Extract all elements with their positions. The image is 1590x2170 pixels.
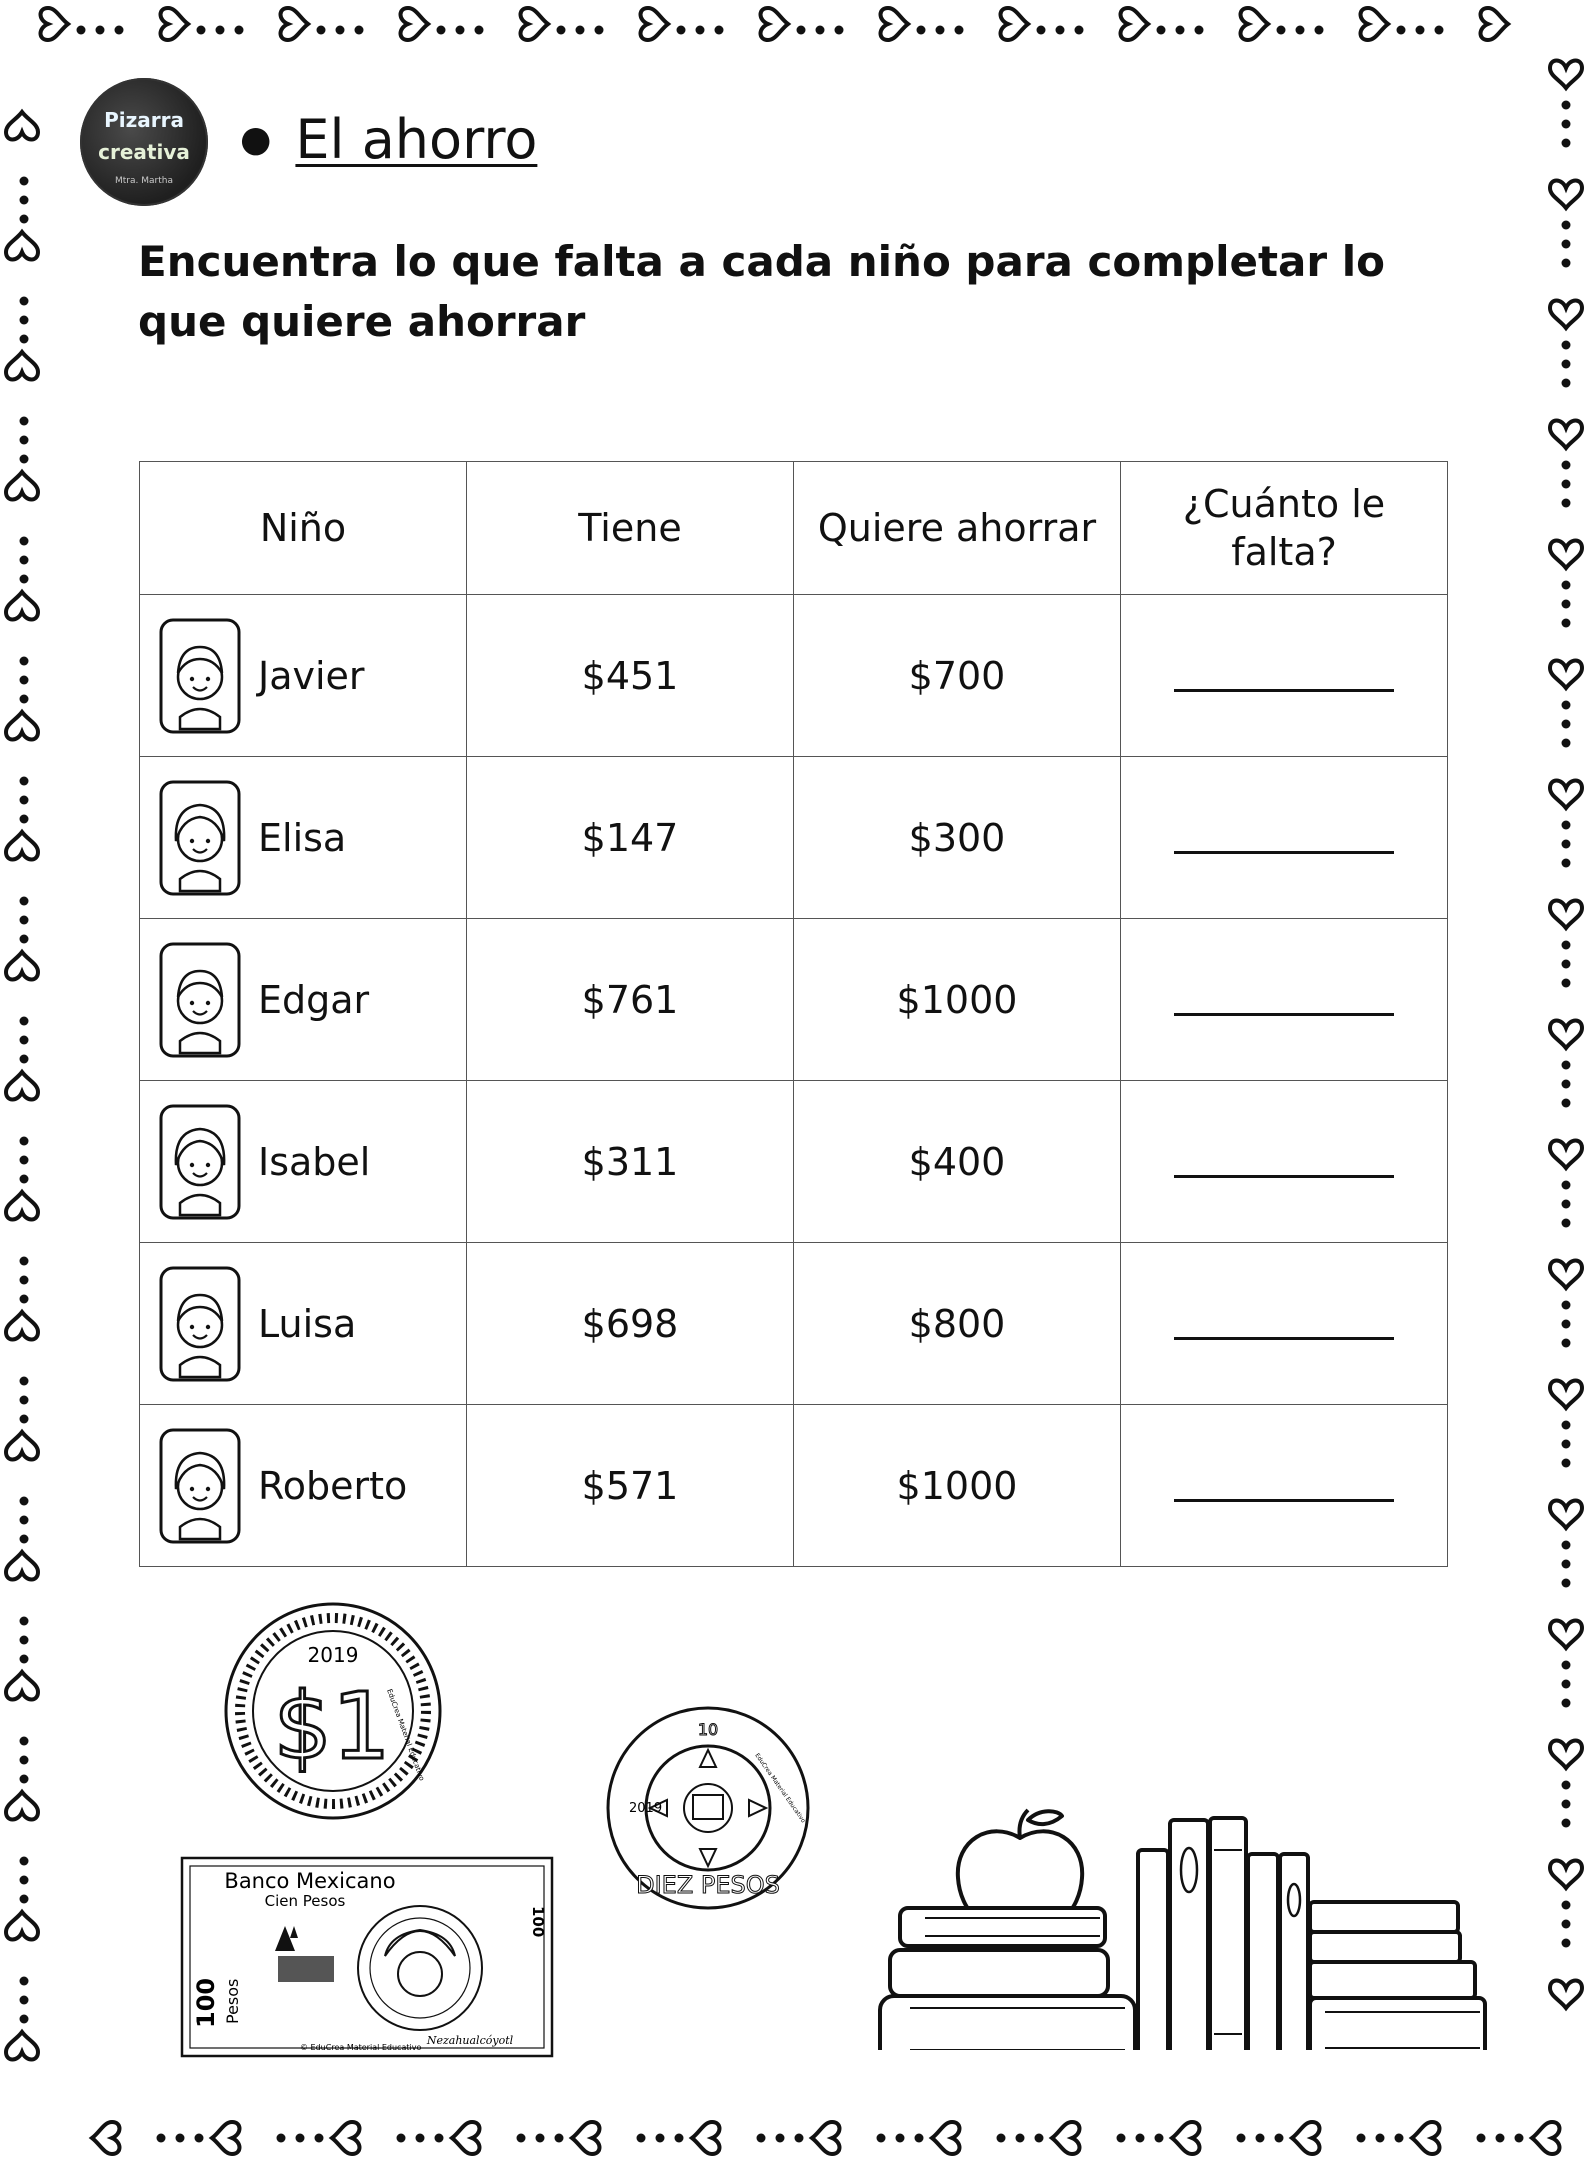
child-avatar-icon (158, 779, 242, 897)
table-header-row (140, 462, 1448, 595)
header-cuanto-falta (1121, 462, 1448, 595)
cell-cuanto-falta (1121, 1081, 1448, 1243)
cell-cuanto-falta (1121, 595, 1448, 757)
coin1-year: 2019 (307, 1643, 359, 1667)
child-avatar-icon (158, 941, 242, 1059)
cell-quiere-ahorrar: $1000 (794, 1405, 1121, 1567)
child-avatar-icon (158, 1103, 242, 1221)
title-text: El ahorro (295, 108, 538, 171)
bill-denomination: Cien Pesos (264, 1892, 346, 1910)
page-title (240, 108, 537, 171)
answer-blank[interactable] (1174, 823, 1394, 854)
coin10-value: 10 (697, 1720, 719, 1739)
bill-bank: Banco Mexicano (224, 1869, 396, 1893)
cell-cuanto-falta (1121, 919, 1448, 1081)
cell-cuanto-falta (1121, 757, 1448, 919)
hundred-peso-bill (180, 1856, 554, 2058)
table-row (140, 919, 1448, 1081)
cell-tiene: $571 (467, 1405, 794, 1567)
bill-small-text: © EduCrea Material Educativo (300, 2043, 422, 2052)
bullet-icon: ● (240, 119, 272, 160)
savings-table (139, 461, 1448, 1567)
header-quiere-ahorrar: Quiere ahorrar (794, 462, 1121, 595)
ten-peso-coin (605, 1705, 811, 1911)
cell-nino (140, 1405, 467, 1567)
table-row (140, 1243, 1448, 1405)
table-row (140, 757, 1448, 919)
cell-nino (140, 595, 467, 757)
cell-quiere-ahorrar: $700 (794, 595, 1121, 757)
cell-tiene: $698 (467, 1243, 794, 1405)
header-tiene: Tiene (467, 462, 794, 595)
cell-quiere-ahorrar: $1000 (794, 919, 1121, 1081)
cell-tiene: $451 (467, 595, 794, 757)
instruction-text: Encuentra lo que falta a cada niño para completar lo que quiere ahorrar (138, 237, 1385, 346)
coin1-value: $1 (273, 1673, 391, 1780)
coin10-label: DIEZ PESOS (636, 1871, 780, 1899)
child-name: Edgar (258, 977, 370, 1022)
answer-blank[interactable] (1174, 1147, 1394, 1178)
bill-signature: Nezahualcóyotl (426, 2034, 514, 2047)
header-cuanto-falta-text: ¿Cuánto le falta? (1182, 482, 1386, 574)
bill-number-side: 100 (192, 1977, 220, 2028)
table-row (140, 1081, 1448, 1243)
child-name: Isabel (258, 1139, 371, 1184)
cell-tiene: $761 (467, 919, 794, 1081)
books-apple-illustration (870, 1790, 1510, 2050)
bill-number-corner: 100 (529, 1906, 547, 1938)
child-name: Elisa (258, 815, 347, 860)
cell-quiere-ahorrar: $300 (794, 757, 1121, 919)
cell-nino (140, 1243, 467, 1405)
cell-cuanto-falta (1121, 1243, 1448, 1405)
answer-blank[interactable] (1174, 1471, 1394, 1502)
answer-blank[interactable] (1174, 985, 1394, 1016)
answer-blank[interactable] (1174, 661, 1394, 692)
cell-quiere-ahorrar: $400 (794, 1081, 1121, 1243)
cell-tiene: $311 (467, 1081, 794, 1243)
table-row (140, 595, 1448, 757)
cell-cuanto-falta (1121, 1405, 1448, 1567)
child-name: Roberto (258, 1463, 408, 1508)
child-avatar-icon (158, 617, 242, 735)
pizarra-creativa-logo (80, 78, 208, 206)
child-avatar-icon (158, 1265, 242, 1383)
bill-pesos: Pesos (223, 1978, 242, 2024)
cell-nino (140, 919, 467, 1081)
cell-quiere-ahorrar: $800 (794, 1243, 1121, 1405)
logo-line-1: Pizarra (104, 108, 184, 132)
logo-line-2: creativa (98, 140, 190, 164)
coin10-text: EduCrea Material Educativo (753, 1752, 807, 1825)
table-row (140, 1405, 1448, 1567)
cell-nino (140, 757, 467, 919)
header-nino: Niño (140, 462, 467, 595)
cell-tiene: $147 (467, 757, 794, 919)
child-name: Javier (258, 653, 365, 698)
answer-blank[interactable] (1174, 1309, 1394, 1340)
cell-nino (140, 1081, 467, 1243)
coin1-text: EduCrea Material Educativo (385, 1687, 426, 1782)
one-peso-coin (222, 1600, 444, 1822)
coin10-year: 2019 (629, 1801, 663, 1816)
logo-line-3: Mtra. Martha (115, 176, 173, 186)
child-avatar-icon (158, 1427, 242, 1545)
child-name: Luisa (258, 1301, 357, 1346)
